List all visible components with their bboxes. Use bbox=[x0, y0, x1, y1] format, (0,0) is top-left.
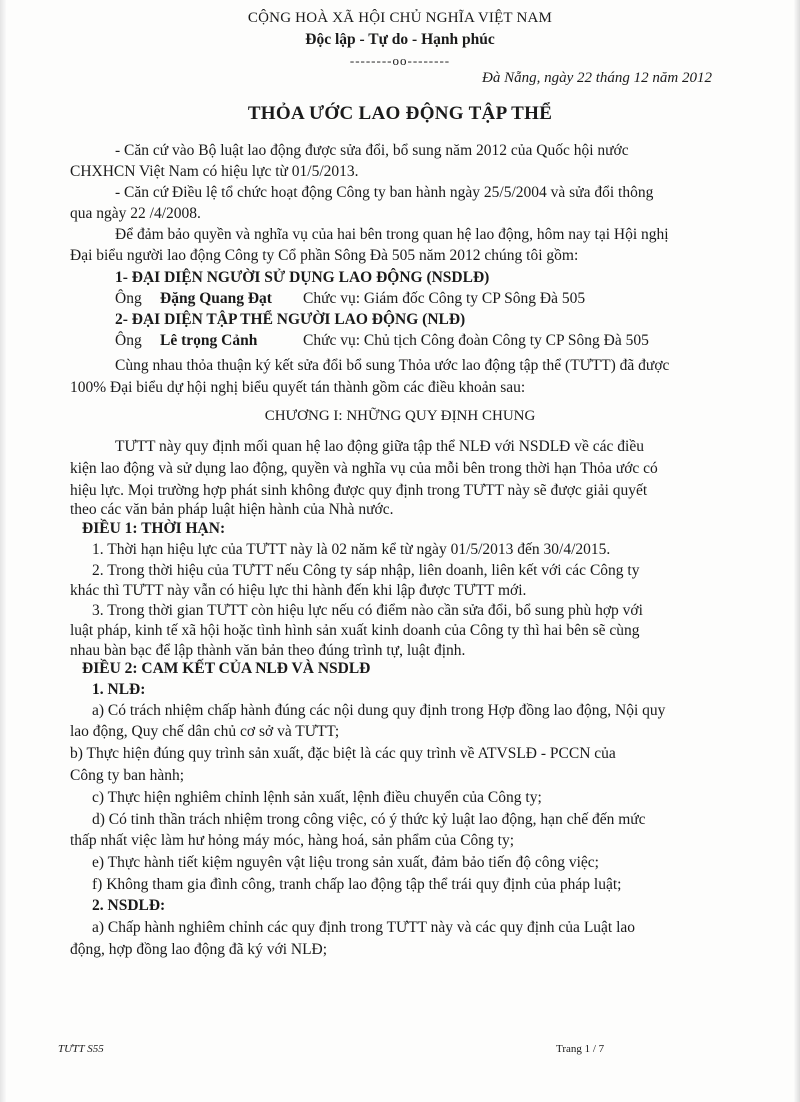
party-1-title: Ông bbox=[115, 290, 142, 307]
footer-page-number: Trang 1 / 7 bbox=[556, 1043, 605, 1055]
nation-heading: CỘNG HOÀ XÃ HỘI CHỦ NGHĨA VIỆT NAM bbox=[247, 10, 553, 26]
party-1-heading: 1- ĐẠI DIỆN NGƯỜI SỬ DỤNG LAO ĐỘNG (NSDLĐ) bbox=[115, 269, 490, 286]
party-2-role: Chức vụ: Chủ tịch Công đoàn Công ty CP Sông Đà 505 bbox=[303, 332, 649, 349]
preamble-line: Đại biểu người lao động Công ty Cổ phần Sông Đà 505 năm 2012 chúng tôi gồm: bbox=[70, 247, 579, 264]
article-2-heading: ĐIỀU 2: CAM KẾT CỦA NLĐ VÀ NSDLĐ bbox=[82, 660, 371, 677]
nsdld-item-a-cont: động, hợp đồng lao động đã ký với NLĐ; bbox=[70, 941, 328, 958]
agreement-line: Cùng nhau thỏa thuận ký kết sửa đổi bổ sung Thỏa ước lao động tập thể (TƯTT) đã được bbox=[115, 357, 670, 374]
article-1-heading: ĐIỀU 1: THỜI HẠN: bbox=[82, 520, 226, 537]
article-1-line: 2. Trong thời hiệu của TƯTT nếu Công ty sáp nhập, liên doanh, liên kết với các Công ty bbox=[92, 562, 640, 579]
chapter-1-line: hiệu lực. Mọi trường hợp phát sinh không được quy định trong TƯTT này sẽ được giải quyết bbox=[70, 482, 648, 499]
nld-item-a-cont: lao động, Quy chế dân chủ cơ sở và TƯTT; bbox=[70, 723, 340, 740]
nld-item-a: a) Có trách nhiệm chấp hành đúng các nội dung quy định trong Hợp đồng lao động, Nội quy bbox=[92, 702, 666, 719]
header-decoration: --------oo-------- bbox=[349, 53, 451, 68]
preamble-line: - Căn cứ Điều lệ tổ chức hoạt động Công ty ban hành ngày 25/5/2004 và sửa đổi thông bbox=[115, 184, 654, 201]
nld-item-b: b) Thực hiện đúng quy trình sản xuất, đặc biệt là các quy trình về ATVSLĐ - PCCN của bbox=[70, 745, 616, 762]
chapter-1-line: kiện lao động và sử dụng lao động, quyền và nghĩa vụ của mỗi bên trong thời hạn Thỏa ước có bbox=[70, 460, 658, 477]
article-1-line: khác thì TƯTT này vẫn có hiệu lực thi hành đến khi lập được TƯTT mới. bbox=[70, 582, 527, 599]
preamble-line: CHXHCN Việt Nam có hiệu lực từ 01/5/2013. bbox=[70, 163, 359, 180]
nld-item-b-cont: Công ty ban hành; bbox=[70, 767, 185, 784]
chapter-1-heading: CHƯƠNG I: NHỮNG QUY ĐỊNH CHUNG bbox=[264, 408, 536, 424]
nld-heading: 1. NLĐ: bbox=[92, 681, 146, 698]
preamble-line: qua ngày 22 /4/2008. bbox=[70, 205, 201, 222]
party-2-title: Ông bbox=[115, 332, 142, 349]
article-1-line: nhau bàn bạc để lập thành văn bản theo đúng trình tự, luật định. bbox=[70, 642, 466, 659]
nld-item-c: c) Thực hiện nghiêm chỉnh lệnh sản xuất, lệnh điều chuyển của Công ty; bbox=[92, 789, 542, 806]
article-1-line: 3. Trong thời gian TƯTT còn hiệu lực nếu có điểm nào cần sửa đổi, bổ sung phù hợp với bbox=[92, 602, 643, 619]
chapter-1-line: TƯTT này quy định mối quan hệ lao động giữa tập thể NLĐ với NSDLĐ về các điều bbox=[115, 438, 644, 455]
party-2-heading: 2- ĐẠI DIỆN TẬP THỂ NGƯỜI LAO ĐỘNG (NLĐ) bbox=[115, 311, 466, 328]
nld-item-d-cont: thấp nhất việc làm hư hỏng máy móc, hàng hoá, sản phẩm của Công ty; bbox=[70, 832, 515, 849]
scan-edge-right bbox=[794, 0, 800, 1102]
document-title: THỎA ƯỚC LAO ĐỘNG TẬP THỂ bbox=[247, 103, 553, 124]
scan-edge-left bbox=[0, 0, 6, 1102]
party-2-name: Lê trọng Cảnh bbox=[160, 332, 258, 349]
nld-item-f: f) Không tham gia đình công, tranh chấp lao động tập thể trái quy định của pháp luật; bbox=[92, 876, 622, 893]
agreement-line: 100% Đại biểu dự hội nghị biểu quyết tán thành gồm các điều khoản sau: bbox=[70, 379, 526, 396]
national-motto: Độc lập - Tự do - Hạnh phúc bbox=[305, 31, 495, 48]
nsdld-heading: 2. NSDLĐ: bbox=[92, 897, 166, 914]
footer-document-code: TƯTT S55 bbox=[58, 1043, 104, 1055]
party-1-role: Chức vụ: Giám đốc Công ty CP Sông Đà 505 bbox=[303, 290, 586, 307]
article-1-line: luật pháp, kinh tế xã hội hoặc tình hình sản xuất kinh doanh của Công ty thì hai bên sẽ cùng bbox=[70, 622, 640, 639]
nld-item-d: d) Có tinh thần trách nhiệm trong công việc, có ý thức kỷ luật lao động, hạn chế đến mức bbox=[92, 811, 646, 828]
place-and-date: Đà Nẵng, ngày 22 tháng 12 năm 2012 bbox=[482, 70, 712, 86]
preamble-line: Để đảm bảo quyền và nghĩa vụ của hai bên trong quan hệ lao động, hôm nay tại Hội nghị bbox=[115, 226, 669, 243]
nld-item-e: e) Thực hành tiết kiệm nguyên vật liệu trong sản xuất, đảm bảo tiến độ công việc; bbox=[92, 854, 599, 871]
party-1-name: Đặng Quang Đạt bbox=[160, 290, 272, 307]
nsdld-item-a: a) Chấp hành nghiêm chỉnh các quy định trong TƯTT này và các quy định của Luật lao bbox=[92, 919, 636, 936]
article-1-line: 1. Thời hạn hiệu lực của TƯTT này là 02 năm kể từ ngày 01/5/2013 đến 30/4/2015. bbox=[92, 541, 611, 558]
chapter-1-line: theo các văn bản pháp luật hiện hành của Nhà nước. bbox=[70, 501, 394, 518]
preamble-line: - Căn cứ vào Bộ luật lao động được sửa đổi, bổ sung năm 2012 của Quốc hội nước bbox=[115, 142, 629, 159]
